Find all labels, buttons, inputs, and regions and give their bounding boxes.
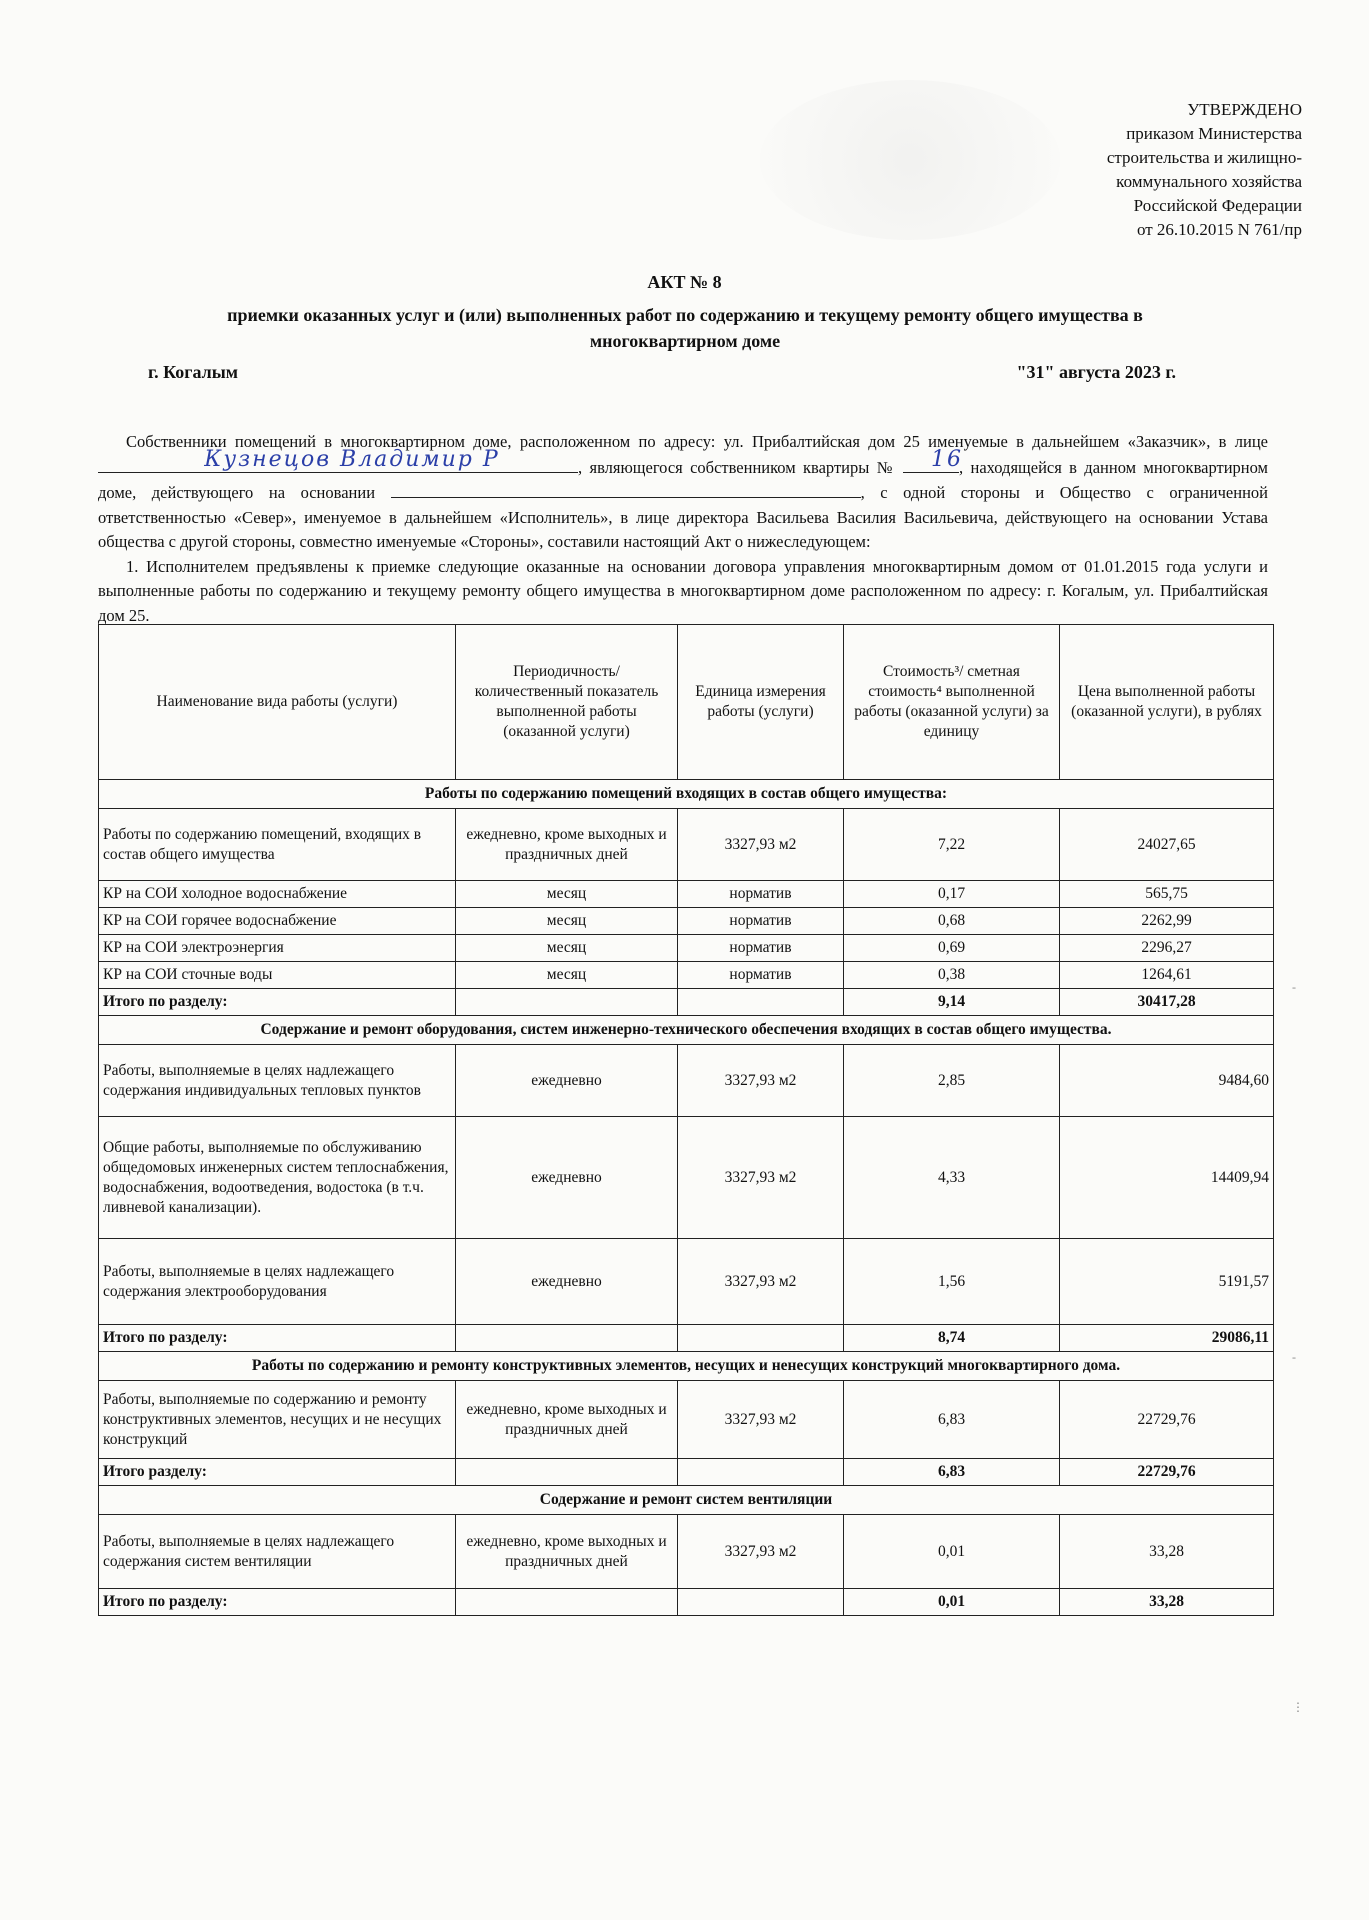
table-row	[99, 935, 1274, 962]
work-name: Работы по содержанию помещений, входящих в состав общего имущества	[99, 809, 456, 881]
work-name: КР на СОИ горячее водоснабжение	[99, 908, 456, 935]
work-period: ежедневно	[456, 1117, 678, 1239]
header-unit: Единица измерения работы (услуги)	[678, 625, 844, 780]
table-header-row	[99, 625, 1274, 780]
intro-text-a: Собственники помещений в многоквартирном доме, расположенном по адресу: ул. Прибалтийская дом 25 именуемые в дальнейшем «Заказчик», в лице	[126, 432, 1268, 451]
intro-text-c: , находящейся в данном многоквартирном доме, действующего на основании	[98, 457, 1268, 502]
empty-cell	[456, 1325, 678, 1352]
work-price: 1264,61	[1060, 962, 1274, 989]
total-cost: 9,14	[844, 989, 1060, 1016]
total-cost: 8,74	[844, 1325, 1060, 1352]
work-name: Работы, выполняемые в целях надлежащего содержания индивидуальных тепловых пунктов	[99, 1045, 456, 1117]
table-row	[99, 1381, 1274, 1459]
work-cost: 7,22	[844, 809, 1060, 881]
section-title: Содержание и ремонт оборудования, систем инженерно-технического обеспечения входящих в состав общего имущества.	[99, 1016, 1274, 1045]
work-unit: 3327,93 м2	[678, 1381, 844, 1459]
empty-cell	[456, 1459, 678, 1486]
total-label: Итого по разделу:	[99, 1589, 456, 1616]
total-label: Итого по разделу:	[99, 989, 456, 1016]
total-label: Итого по разделу:	[99, 1325, 456, 1352]
total-cost: 0,01	[844, 1589, 1060, 1616]
intro-text-d: , с одной стороны и Общество с ограниченной ответственностью «Север», именуемое в дальнейшем «Исполнитель», в лице директора Васильева Василия Васильевича, действующего на основании Устава общества с другой стороны, совместно именуемые «Стороны», составили настоящий Акт о нижеследующем:	[98, 483, 1268, 551]
work-period: месяц	[456, 962, 678, 989]
intro-text-b: , являющегося собственником квартиры №	[578, 457, 896, 477]
work-cost: 0,68	[844, 908, 1060, 935]
work-unit: 3327,93 м2	[678, 809, 844, 881]
intro-paragraph-parties	[98, 430, 1268, 555]
work-name: Работы, выполняемые в целях надлежащего содержания систем вентиляции	[99, 1515, 456, 1589]
table-row	[99, 1515, 1274, 1589]
basis-blank	[391, 480, 861, 498]
work-name: Работы, выполняемые в целях надлежащего содержания электрооборудования	[99, 1239, 456, 1325]
work-price: 5191,57	[1060, 1239, 1274, 1325]
section-row	[99, 1486, 1274, 1515]
section-title: Работы по содержанию и ремонту конструктивных элементов, несущих и ненесущих конструкций многоквартирного дома.	[99, 1352, 1274, 1381]
approval-line: от 26.10.2015 N 761/пр	[1136, 220, 1302, 239]
work-unit: 3327,93 м2	[678, 1515, 844, 1589]
work-price: 22729,76	[1060, 1381, 1274, 1459]
section-row	[99, 1016, 1274, 1045]
work-cost: 2,85	[844, 1045, 1060, 1117]
work-unit: норматив	[678, 962, 844, 989]
work-price: 9484,60	[1060, 1045, 1274, 1117]
work-period: ежедневно	[456, 1045, 678, 1117]
work-price: 14409,94	[1060, 1117, 1274, 1239]
intro-text	[98, 430, 1268, 628]
city-label: г. Когалым	[148, 362, 239, 382]
work-cost: 6,83	[844, 1381, 1060, 1459]
work-unit: 3327,93 м2	[678, 1045, 844, 1117]
header-price: Цена выполненной работы (оказанной услуги), в рублях	[1060, 625, 1274, 780]
works-table	[98, 624, 1274, 1616]
empty-cell	[456, 989, 678, 1016]
table-row	[99, 1117, 1274, 1239]
document-date: "31" августа 2023 г.	[1016, 362, 1176, 382]
table-row	[99, 962, 1274, 989]
table-row	[99, 908, 1274, 935]
header-unit-cost: Стоимость³/ сметная стоимость⁴ выполненной работы (оказанной услуги) за единицу	[844, 625, 1060, 780]
empty-cell	[678, 989, 844, 1016]
work-period: ежедневно, кроме выходных и праздничных дней	[456, 1381, 678, 1459]
scan-artifact: -	[1292, 1350, 1296, 1364]
total-label: Итого разделу:	[99, 1459, 456, 1486]
approval-line: УТВЕРЖДЕНО	[1187, 100, 1302, 119]
table-row	[99, 881, 1274, 908]
total-cost: 6,83	[844, 1459, 1060, 1486]
work-period: ежедневно, кроме выходных и праздничных дней	[456, 1515, 678, 1589]
work-unit: 3327,93 м2	[678, 1239, 844, 1325]
total-price: 30417,28	[1060, 989, 1274, 1016]
work-name: КР на СОИ сточные воды	[99, 962, 456, 989]
approval-block	[1107, 98, 1302, 242]
section-title: Работы по содержанию помещений входящих в состав общего имущества:	[99, 780, 1274, 809]
bleed-through-shadow	[760, 80, 1060, 240]
work-unit: норматив	[678, 881, 844, 908]
section-total-row	[99, 1325, 1274, 1352]
approval-line: строительства и жилищно-	[1106, 148, 1302, 167]
document-title: АКТ № 8	[647, 272, 722, 292]
scan-artifact: -	[1292, 980, 1296, 994]
work-price: 565,75	[1060, 881, 1274, 908]
total-price: 33,28	[1060, 1589, 1274, 1616]
work-cost: 0,17	[844, 881, 1060, 908]
section-total-row	[99, 1589, 1274, 1616]
work-unit: 3327,93 м2	[678, 1117, 844, 1239]
work-unit: норматив	[678, 908, 844, 935]
work-cost: 4,33	[844, 1117, 1060, 1239]
work-period: месяц	[456, 908, 678, 935]
work-period: ежедневно, кроме выходных и праздничных дней	[456, 809, 678, 881]
work-cost: 0,38	[844, 962, 1060, 989]
work-cost: 1,56	[844, 1239, 1060, 1325]
document-subtitle: приемки оказанных услуг и (или) выполненных работ по содержанию и текущему ремонту общего имущества в многоквартирном доме	[227, 305, 1143, 351]
table-row	[99, 1045, 1274, 1117]
section-row	[99, 780, 1274, 809]
scan-artifact: ⋮	[1292, 1700, 1304, 1714]
work-name: Общие работы, выполняемые по обслуживанию общедомовых инженерных систем теплоснабжения, водоснабжения, водоотведения, водостока (в т.ч. ливневой канализации).	[99, 1117, 456, 1239]
total-price: 22729,76	[1060, 1459, 1274, 1486]
header-work-name: Наименование вида работы (услуги)	[99, 625, 456, 780]
intro-paragraph-claim: 1. Исполнителем предъявлены к приемке следующие оказанные на основании договора управления многоквартирным домом от 01.01.2015 года услуги и выполненные работы по содержанию и текущему ремонту общего имущества в многоквартирном доме расположенном по адресу: г. Когалым, ул. Прибалтийская дом 25.	[98, 556, 1268, 625]
empty-cell	[678, 1325, 844, 1352]
section-title: Содержание и ремонт систем вентиляции	[99, 1486, 1274, 1515]
owner-name-blank	[98, 446, 578, 473]
work-period: месяц	[456, 881, 678, 908]
work-price: 24027,65	[1060, 809, 1274, 881]
section-total-row	[99, 989, 1274, 1016]
work-name: КР на СОИ холодное водоснабжение	[99, 881, 456, 908]
section-total-row	[99, 1459, 1274, 1486]
work-name: Работы, выполняемые по содержанию и ремонту конструктивных элементов, несущих и не несущих конструкций	[99, 1381, 456, 1459]
empty-cell	[678, 1459, 844, 1486]
work-period: месяц	[456, 935, 678, 962]
table-row	[99, 1239, 1274, 1325]
work-cost: 0,69	[844, 935, 1060, 962]
section-row	[99, 1352, 1274, 1381]
header-periodicity: Периодичность/ количественный показатель выполненной работы (оказанной услуги)	[456, 625, 678, 780]
work-price: 2296,27	[1060, 935, 1274, 962]
work-unit: норматив	[678, 935, 844, 962]
table-row	[99, 809, 1274, 881]
handwritten-owner-name: Кузнецов Владимир Р	[204, 446, 500, 472]
work-price: 33,28	[1060, 1515, 1274, 1589]
empty-cell	[456, 1589, 678, 1616]
approval-line: коммунального хозяйства	[1116, 172, 1302, 191]
handwritten-apartment-number: 16	[931, 446, 964, 472]
work-cost: 0,01	[844, 1515, 1060, 1589]
work-period: ежедневно	[456, 1239, 678, 1325]
work-name: КР на СОИ электроэнергия	[99, 935, 456, 962]
work-price: 2262,99	[1060, 908, 1274, 935]
approval-line: приказом Министерства	[1126, 124, 1302, 143]
empty-cell	[678, 1589, 844, 1616]
total-price: 29086,11	[1060, 1325, 1274, 1352]
apartment-number-blank	[903, 446, 964, 473]
approval-line: Российской Федерации	[1133, 196, 1302, 215]
